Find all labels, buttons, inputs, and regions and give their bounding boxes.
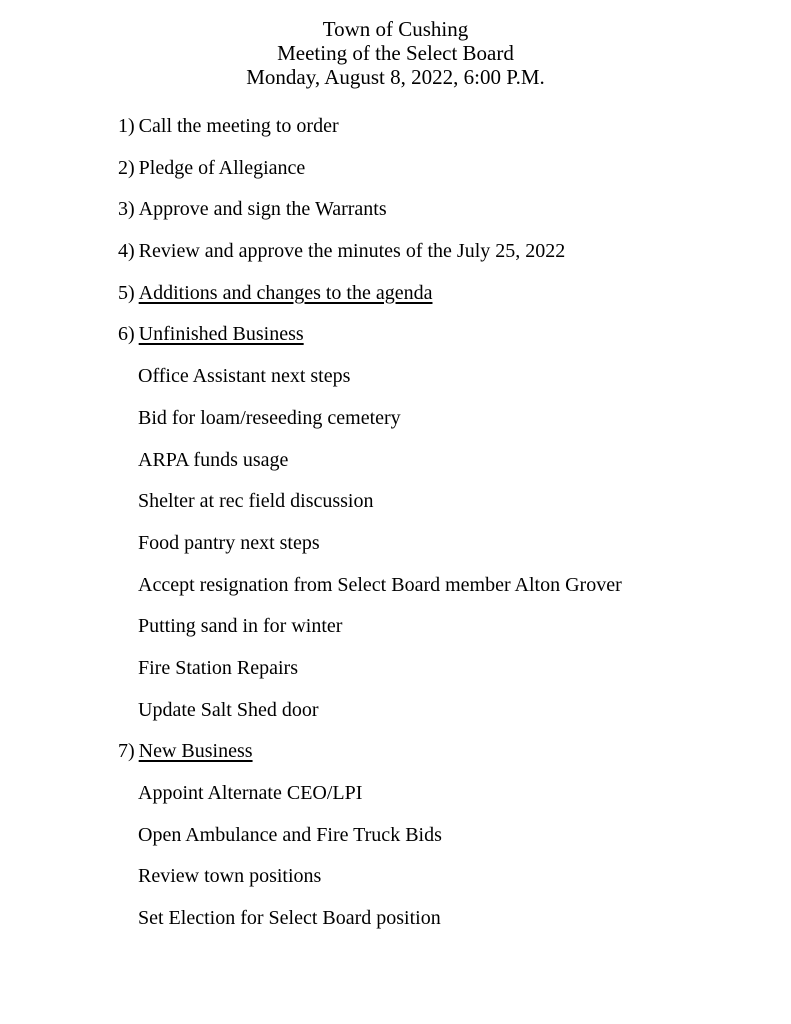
agenda-sub-item: Update Salt Shed door [138,698,319,721]
agenda-item-2 [118,157,751,180]
agenda-item-text: Additions and changes to the agenda [138,281,433,304]
agenda-item-4 [118,240,751,263]
document-header [0,17,791,89]
agenda-item-number: 5) [118,281,135,304]
agenda-item-text: Unfinished Business [138,323,304,346]
agenda-item-7 [118,740,751,763]
agenda-item-number: 7) [118,740,135,763]
doc-title-line-2: Meeting of the Select Board [277,41,514,65]
doc-title-line-3: Monday, August 8, 2022, 6:00 P.M. [246,65,545,89]
agenda-item-number: 2) [118,156,135,179]
agenda-item-number: 4) [118,240,135,263]
agenda-list [118,115,751,930]
agenda-item-6 [118,323,751,346]
agenda-sub-item: Accept resignation from Select Board member Alton Grover [138,573,622,596]
agenda-item-5 [118,282,751,305]
agenda-sub-item: Putting sand in for winter [138,615,343,638]
agenda-item-number: 6) [118,323,135,346]
agenda-item-text: Approve and sign the Warrants [138,198,387,221]
agenda-sub-item: Open Ambulance and Fire Truck Bids [138,823,442,846]
agenda-item-number: 3) [118,198,135,221]
doc-title-line-1: Town of Cushing [322,17,469,41]
agenda-item-text: New Business [138,740,253,763]
agenda-sub-item: Food pantry next steps [138,531,320,554]
agenda-sub-item: Set Election for Select Board position [138,907,441,930]
agenda-sub-item: Fire Station Repairs [138,656,298,679]
agenda-item-1 [118,115,751,138]
agenda-sub-item: Appoint Alternate CEO/LPI [138,782,363,804]
agenda-item-text: Pledge of Allegiance [138,156,306,179]
agenda-item-text: Review and approve the minutes of the July 25, 2022 [138,240,566,263]
agenda-sub-item: ARPA funds usage [138,448,289,471]
agenda-item-text: Call the meeting to order [138,115,339,137]
agenda-sub-item: Review town positions [138,865,322,888]
agenda-sub-item: Shelter at rec field discussion [138,490,374,513]
agenda-item-3 [118,198,751,221]
agenda-item-number: 1) [118,115,135,137]
agenda-sub-item: Office Assistant next steps [138,365,351,388]
agenda-sub-item: Bid for loam/reseeding cemetery [138,406,401,429]
